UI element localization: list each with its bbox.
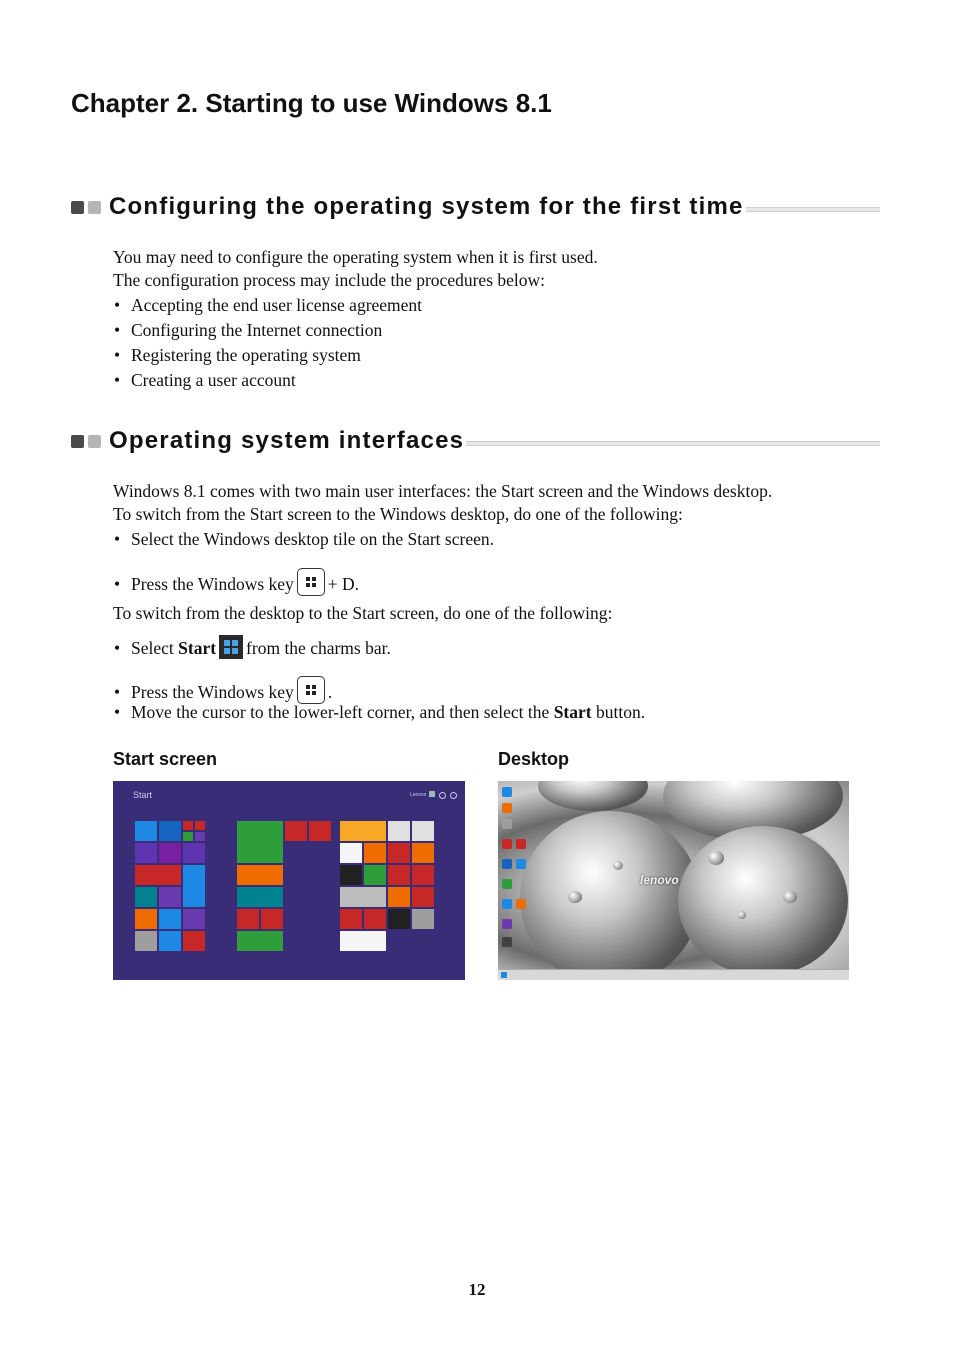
ebay-tile[interactable] (340, 931, 386, 951)
tile[interactable] (261, 909, 283, 929)
list-item-text: Move the cursor to the lower-left corner, and then select the (131, 702, 554, 722)
list-item (114, 369, 296, 392)
power-icon (439, 792, 446, 799)
stone (678, 826, 848, 976)
bullet-dot-icon: • (114, 682, 121, 702)
figure-caption-desktop: Desktop (498, 749, 570, 769)
bullet-dot-icon: • (114, 574, 121, 594)
tile[interactable] (195, 821, 205, 830)
start-charm-icon (219, 635, 243, 659)
tile[interactable] (195, 832, 205, 841)
tile[interactable] (340, 843, 362, 863)
list-item (114, 344, 361, 367)
paragraph: To switch from the desktop to the Start screen, do one of the following: (113, 603, 613, 623)
mail-tile[interactable] (135, 821, 157, 841)
list-item-text: button. (591, 702, 646, 722)
user-label: Lenovo (410, 792, 427, 798)
list-item (114, 528, 494, 551)
bullet-dot-icon: • (114, 295, 121, 315)
food-tile[interactable] (237, 887, 283, 907)
section-heading-first-time (71, 192, 880, 222)
list-item-text: Select (131, 638, 179, 658)
bullet-dot-icon: • (114, 638, 121, 658)
figure-caption-start: Start screen (113, 749, 218, 769)
heading-rule (466, 441, 880, 446)
list-item-text: . (327, 682, 333, 702)
tile[interactable] (135, 909, 157, 929)
start-label: Start (133, 790, 153, 800)
avatar (429, 791, 435, 797)
start-button-icon[interactable] (501, 972, 507, 978)
windows-key-icon (297, 568, 325, 596)
list-item-text: Creating a user account (131, 370, 296, 390)
paragraph: To switch from the Start screen to the Windows desktop, do one of the following: (113, 504, 683, 524)
tile[interactable] (412, 887, 434, 907)
camera-tile[interactable] (183, 843, 205, 863)
stone (520, 811, 700, 980)
list-item-text: from the charms bar. (246, 638, 391, 658)
list-item-text: Press the Windows key (131, 574, 294, 594)
list-item-text: Registering the operating system (131, 345, 361, 365)
trophy-tile[interactable] (183, 909, 205, 929)
section-title: Configuring the operating system for the first time (109, 193, 744, 220)
skype-tile[interactable] (159, 909, 181, 929)
list-item (114, 294, 422, 317)
desktop-shortcut-icon[interactable] (502, 899, 512, 909)
people-tile[interactable] (309, 821, 331, 841)
tile[interactable] (340, 909, 362, 929)
tile[interactable] (159, 887, 181, 907)
desktop-shortcut-icon[interactable] (516, 839, 526, 849)
tile[interactable] (388, 821, 410, 841)
security-tile[interactable] (135, 865, 181, 885)
desktop-shortcut-icon[interactable] (502, 937, 512, 947)
zinio-tile[interactable] (340, 887, 386, 907)
start-screen-image (113, 781, 465, 980)
help-tile[interactable] (285, 821, 307, 841)
water-drop (783, 891, 797, 903)
bullet-dot-icon: • (114, 529, 121, 549)
desktop-image (498, 781, 849, 980)
water-drop (568, 891, 582, 903)
news-tile[interactable] (183, 931, 205, 951)
health-tile[interactable] (237, 865, 283, 885)
heading-square-light-icon (88, 201, 101, 214)
tile[interactable] (135, 887, 157, 907)
bullet-dot-icon: • (114, 320, 121, 340)
paragraph: You may need to configure the operating system when it is first used. (113, 247, 598, 267)
list-item-text: Select the Windows desktop tile on the Start screen. (131, 529, 494, 549)
desktop-shortcut-icon[interactable] (502, 803, 512, 813)
tile[interactable] (340, 821, 386, 841)
list-item (114, 676, 332, 704)
calendar-tile[interactable] (135, 843, 157, 863)
kindle-tile[interactable] (340, 865, 362, 885)
windows-key-icon (297, 676, 325, 704)
bullet-dot-icon: • (114, 345, 121, 365)
list-item-text: + D. (327, 574, 360, 594)
paragraph: The configuration process may include the procedures below: (113, 270, 546, 290)
list-item (114, 319, 382, 342)
chapter-title: Chapter 2. Starting to use Windows 8.1 (71, 88, 552, 118)
desktop-tile[interactable] (135, 931, 157, 951)
tile[interactable] (412, 821, 434, 841)
taskbar (498, 969, 849, 980)
tile[interactable] (388, 909, 410, 929)
weather-tile[interactable] (183, 865, 205, 907)
tile[interactable] (412, 865, 434, 885)
tile[interactable] (237, 909, 259, 929)
list-item (114, 635, 391, 660)
tile[interactable] (388, 887, 410, 907)
paragraph: Windows 8.1 comes with two main user interfaces: the Start screen and the Windows desktop. (113, 481, 773, 501)
section-heading-interfaces (71, 426, 880, 456)
heading-square-dark-icon (71, 435, 84, 448)
desktop-shortcut-icon[interactable] (516, 899, 526, 909)
section-title: Operating system interfaces (109, 427, 465, 454)
tile[interactable] (364, 909, 386, 929)
lenovo-logo: lenovo (640, 873, 679, 887)
tile[interactable] (412, 843, 434, 863)
ie-tile[interactable] (159, 821, 181, 841)
desktop-shortcut-icon[interactable] (502, 839, 512, 849)
water-drop (613, 861, 623, 870)
tile[interactable] (364, 843, 386, 863)
water-drop (708, 851, 724, 865)
list-item-text: Press the Windows key (131, 682, 294, 702)
stone (538, 781, 648, 811)
heading-rule (746, 207, 880, 212)
bullet-dot-icon: • (114, 702, 121, 722)
tile[interactable] (159, 931, 181, 951)
heading-square-light-icon (88, 435, 101, 448)
finance-tile[interactable] (237, 931, 283, 951)
photos-tile[interactable] (159, 843, 181, 863)
tile[interactable] (412, 909, 434, 929)
desktop-shortcut-icon[interactable] (502, 859, 512, 869)
bullet-dot-icon: • (114, 370, 121, 390)
page-number: 12 (468, 1280, 486, 1299)
desktop-shortcut-icon[interactable] (516, 859, 526, 869)
desktop-shortcut-icon[interactable] (502, 787, 512, 797)
water-drop (738, 911, 746, 919)
list-item-bold: Start (553, 702, 592, 722)
store-tile[interactable] (237, 821, 283, 863)
heading-square-dark-icon (71, 201, 84, 214)
desktop-shortcut-icon[interactable] (502, 819, 512, 829)
desktop-shortcut-icon[interactable] (502, 879, 512, 889)
list-item (114, 701, 645, 724)
evernote-tile[interactable] (364, 865, 386, 885)
tile[interactable] (388, 843, 410, 863)
search-icon (450, 792, 457, 799)
desktop-shortcut-icon[interactable] (502, 919, 512, 929)
list-item (114, 568, 359, 596)
list-item-bold: Start (178, 638, 217, 658)
tile[interactable] (183, 821, 193, 830)
list-item-text: Configuring the Internet connection (131, 320, 383, 340)
tile[interactable] (388, 865, 410, 885)
list-item-text: Accepting the end user license agreement (131, 295, 423, 315)
tile[interactable] (183, 832, 193, 841)
